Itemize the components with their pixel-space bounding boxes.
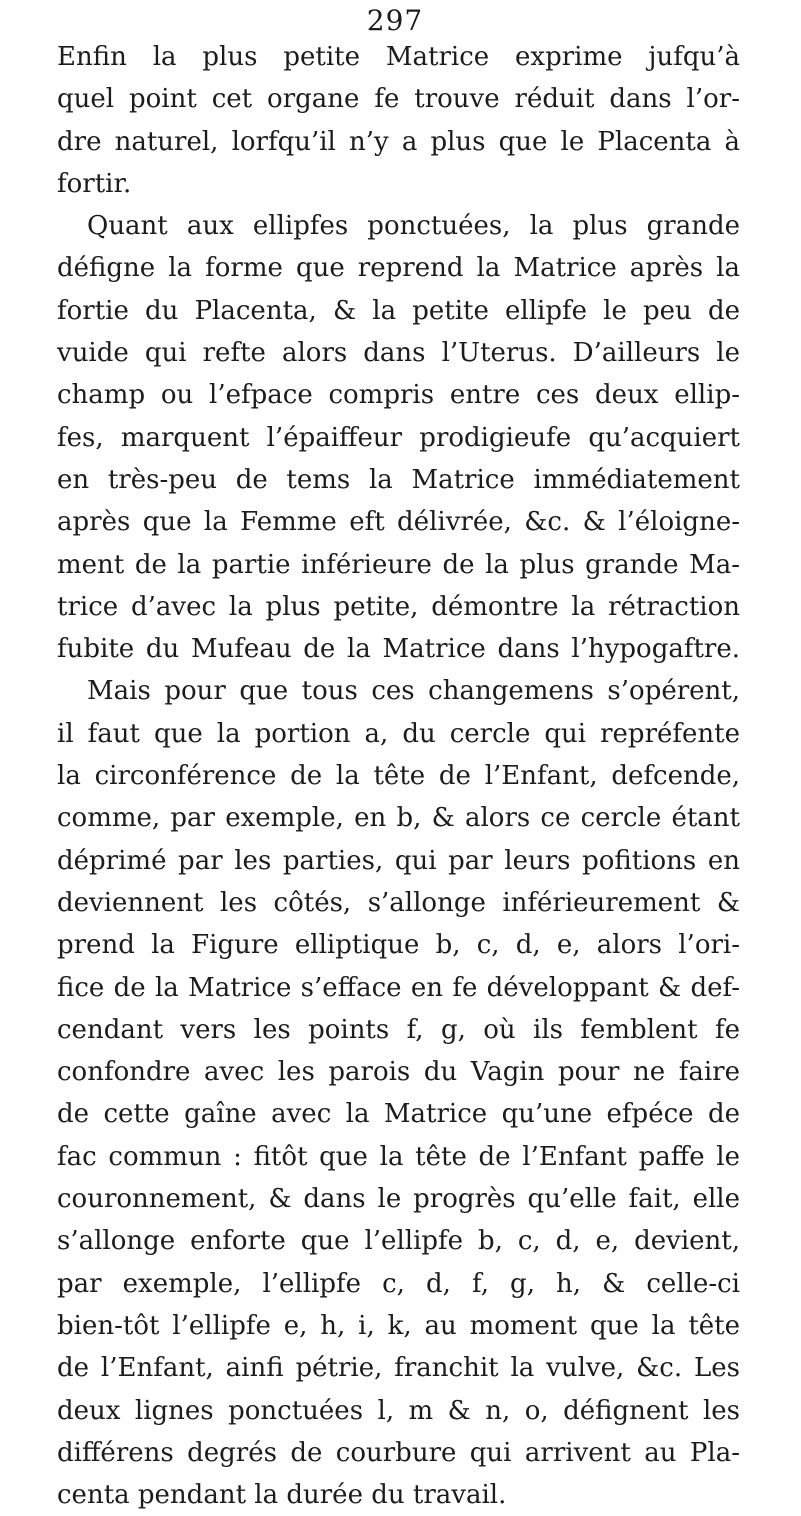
text-line: Quant aux ellipfes ponctuées, la plus grande [87,211,740,242]
text-line: comme, par exemple, en b, & alors ce cercle étant [57,803,740,834]
text-line: ment de la partie inférieure de la plus grande Ma- [57,549,740,580]
text-line: Enfin la plus petite Matrice exprime jufqu’à [57,42,740,72]
text-line: prend la Figure elliptique b, c, d, e, alors l’ori- [57,930,740,961]
text-line: champ ou l’efpace compris entre ces deux ellip- [57,380,740,411]
text-line: fortir. [57,168,132,199]
page-number: 297 [366,4,424,37]
text-line: quel point cet organe fe trouve réduit dans l’or- [57,84,740,115]
paragraph-3 [57,670,740,1516]
body-text [57,36,740,1516]
text-line: dre naturel, lorfqu’il n’y a plus que le Placenta à [57,126,740,157]
text-line: après que la Femme eft délivrée, &c. & l’éloigne- [57,507,740,538]
text-line: couronnement, & dans le progrès qu’elle fait, elle [57,1184,740,1215]
text-line: bien-tôt l’ellipfe e, h, i, k, au moment que la tête [57,1310,740,1341]
text-line: déprimé par les parties, qui par leurs pofitions en [57,845,740,876]
text-line: de cette gaîne avec la Matrice qu’une efpéce de [57,1099,740,1130]
text-line: il faut que la portion a, du cercle qui repréfente [57,718,740,749]
text-line: fortie du Placenta, & la petite ellipfe le peu de [57,295,740,326]
text-line: différens degrés de courbure qui arrivent au Pla- [57,1437,740,1468]
text-line: en très-peu de tems la Matrice immédiatement [57,464,740,495]
text-line: fes, marquent l’épaiffeur prodigieufe qu’acquiert [57,422,740,453]
text-line: centa pendant la durée du travail. [57,1480,507,1511]
text-line: de l’Enfant, ainfi pétrie, franchit la vulve, &c. Les [57,1353,740,1384]
text-line: fac commun : fitôt que la tête de l’Enfant paffe le [57,1141,740,1172]
paragraph-2 [57,205,740,670]
text-line: deux lignes ponctuées l, m & n, o, défignent les [57,1395,740,1426]
paragraph-1 [57,36,740,205]
text-line: s’allonge enforte que l’ellipfe b, c, d, e, devient, [57,1226,740,1257]
text-line: défigne la forme que reprend la Matrice après la [57,253,740,284]
text-line: deviennent les côtés, s’allonge inférieurement & [57,887,740,918]
text-line: fubite du Mufeau de la Matrice dans l’hypogaftre. [57,634,740,665]
text-line: trice d’avec la plus petite, démontre la rétraction [57,591,740,622]
text-line: fice de la Matrice s’efface en fe développant & def- [57,972,740,1003]
text-line: Mais pour que tous ces changemens s’opérent, [87,676,740,707]
text-line: vuide qui refte alors dans l’Uterus. D’ailleurs le [57,338,740,369]
text-line: cendant vers les points f, g, où ils femblent fe [57,1014,740,1045]
text-line: la circonférence de la tête de l’Enfant, defcende, [57,761,740,792]
text-line: confondre avec les parois du Vagin pour ne faire [57,1057,740,1088]
text-line: par exemple, l’ellipfe c, d, f, g, h, & celle-ci [57,1268,740,1299]
